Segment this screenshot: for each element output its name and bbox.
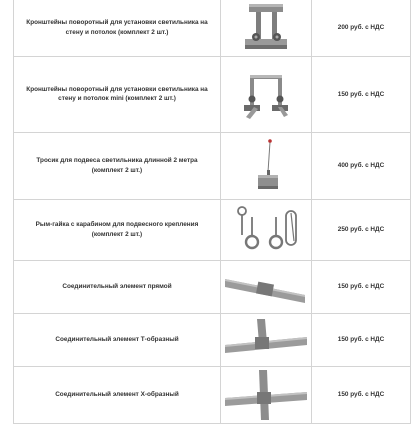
product-name-cell [14,199,221,260]
price-cell [312,313,411,366]
product-name: Соединительный элемент Т-образный [55,335,179,343]
table-row [14,313,411,366]
price-cell [312,0,411,56]
product-name-cell [14,0,221,56]
product-image-cell [221,199,312,260]
price-table [13,0,411,424]
price-cell [312,366,411,423]
mini-swivel-bracket-icon [226,61,306,127]
suspension-cable-icon [226,136,306,196]
product-name-cell [14,366,221,423]
table-row [14,199,411,260]
product-price: 250 руб. с НДС [337,226,385,233]
price-cell [312,199,411,260]
product-image-cell [221,260,312,313]
x-connector-icon [223,368,309,422]
product-name: Тросик для подвеса светильника длинной 2 метра (комплект 2 шт.) [36,157,198,174]
product-image-cell [221,313,312,366]
eye-nut-carabiner-icon [224,201,308,259]
straight-connector-icon [223,265,309,309]
product-name: Рым-гайка с карабином для подвесного крепления (комплект 2 шт.) [35,221,199,238]
product-image-cell [221,132,312,199]
table-row [14,0,411,56]
product-name-cell [14,313,221,366]
product-name: Соединительный элемент прямой [62,282,172,290]
table-row [14,132,411,199]
swivel-bracket-icon [226,1,306,55]
product-name: Соединительный элемент Х-образный [55,390,179,398]
product-image-cell [221,366,312,423]
price-cell [312,260,411,313]
product-image-cell [221,56,312,132]
product-price: 400 руб. с НДС [337,162,385,169]
product-name-cell [14,56,221,132]
price-cell [312,56,411,132]
table-row [14,366,411,423]
table-row [14,56,411,132]
product-name: Кронштейны поворотный для установки светильника на стену и потолок (комплект 2 шт.) [26,19,208,36]
product-image-cell [221,0,312,56]
t-connector-icon [223,315,309,365]
product-price: 150 руб. с НДС [337,391,385,398]
product-name-cell [14,260,221,313]
table-row [14,260,411,313]
product-name: Кронштейны поворотный для установки светильника на стену и потолок mini (комплект 2 шт.) [26,85,208,102]
product-name-cell [14,132,221,199]
product-price: 150 руб. с НДС [337,283,385,290]
product-price: 150 руб. с НДС [337,90,385,98]
product-price: 150 руб. с НДС [337,336,385,343]
product-price: 200 руб. с НДС [337,24,385,32]
price-cell [312,132,411,199]
